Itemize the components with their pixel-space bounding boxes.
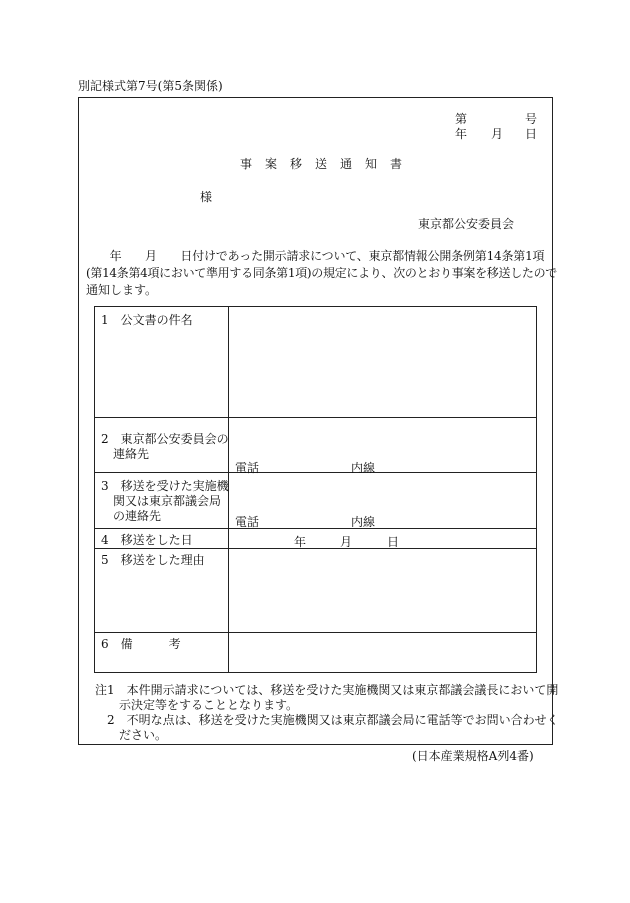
row-label-cell — [95, 633, 229, 673]
date-year: 年 — [455, 127, 468, 141]
body-line: (第14条第4項において準用する同条第1項)の規定により、次のとおり事案を移送したので — [86, 266, 558, 280]
table-row — [95, 633, 537, 673]
transfer-day-label: 日 — [387, 535, 400, 549]
row-label: 5 移送をした理由 — [101, 553, 205, 567]
body-paragraph — [86, 248, 558, 299]
row-label: 3 移送を受けた実施機 — [101, 479, 229, 493]
row-label-cell — [95, 529, 229, 549]
table-row — [95, 307, 537, 418]
transfer-date-field[interactable] — [229, 529, 537, 549]
recipient-contact-field[interactable] — [229, 473, 537, 529]
note-line: 示決定等をすることとなります。 — [95, 698, 299, 712]
body-line: 年 月 日付けであった開示請求について、東京都情報公開条例第14条第1項 — [86, 249, 545, 263]
date-day: 日 — [525, 127, 538, 141]
row-label: 関又は東京都議会局 — [101, 494, 222, 508]
body-line: 通知します。 — [86, 283, 158, 297]
table-row — [95, 418, 537, 473]
note-line: 2 不明な点は、移送を受けた実施機関又は東京都議会局に電話等でお問い合わせく — [95, 713, 559, 727]
transfer-month-label: 月 — [340, 535, 353, 549]
remarks-field[interactable] — [229, 633, 537, 673]
row-label: 4 移送をした日 — [101, 533, 193, 547]
table-row — [95, 529, 537, 549]
transfer-reason-field[interactable] — [229, 549, 537, 633]
row-label: 2 東京都公安委員会の — [101, 432, 229, 446]
commission-contact-field[interactable] — [229, 418, 537, 473]
doc-number-suffix: 号 — [525, 112, 538, 126]
row-label-cell — [95, 473, 229, 529]
note-line: ださい。 — [95, 728, 168, 742]
page-title: 事案移送通知書 — [240, 157, 416, 171]
addressee-suffix: 様 — [200, 190, 213, 204]
date-month: 月 — [491, 127, 504, 141]
row-label-cell — [95, 418, 229, 473]
row-label: 連絡先 — [101, 447, 150, 461]
phone-label: 電話 — [235, 515, 260, 529]
table-row — [95, 549, 537, 633]
transfer-year-label: 年 — [294, 535, 307, 549]
document-title-field[interactable] — [229, 307, 537, 418]
table-row — [95, 473, 537, 529]
form-header-label: 別記様式第7号(第5条関係) — [78, 79, 223, 93]
row-label-cell — [95, 307, 229, 418]
paper-size-footer: (日本産業規格A列4番) — [412, 749, 534, 763]
row-label-cell — [95, 549, 229, 633]
row-label: 1 公文書の件名 — [101, 313, 193, 327]
notes — [95, 683, 559, 743]
details-table — [94, 306, 537, 673]
phone-label: 電話 — [235, 461, 260, 475]
sender-name: 東京都公安委員会 — [418, 217, 515, 231]
extension-label: 内線 — [351, 515, 376, 529]
row-label: の連絡先 — [101, 509, 162, 523]
extension-label: 内線 — [351, 461, 376, 475]
note-line: 注1 本件開示請求については、移送を受けた実施機関又は東京都議会議長において開 — [95, 683, 559, 697]
doc-number-prefix: 第 — [455, 112, 468, 126]
row-label: 6 備 考 — [101, 637, 181, 651]
